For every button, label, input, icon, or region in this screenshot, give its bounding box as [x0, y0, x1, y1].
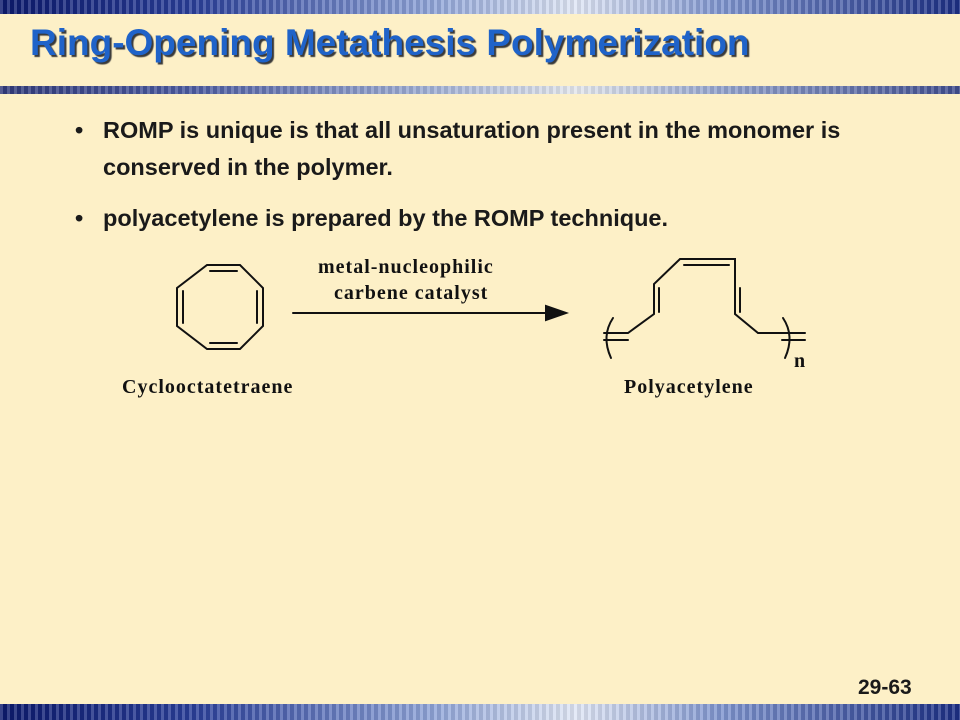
bullet-marker: • [75, 117, 84, 143]
bullet-marker: • [75, 205, 84, 231]
repeat-bracket-right [783, 318, 790, 358]
repeat-bracket-left [606, 318, 613, 358]
bottom-decorative-band [0, 704, 960, 720]
reactant-label: Cyclooctatetraene [122, 376, 294, 398]
conditions-line-1: metal-nucleophilic [318, 256, 494, 278]
cyclooctatetraene-ring [177, 265, 263, 349]
reaction-arrow-head [546, 306, 566, 320]
repeat-subscript: n [794, 350, 807, 372]
slide-title: Ring-Opening Metathesis Polymerization [30, 22, 750, 63]
bullet-text: polyacetylene is prepared by the ROMP technique. [103, 205, 669, 231]
conditions-line-2: carbene catalyst [334, 282, 489, 304]
product-label: Polyacetylene [624, 376, 754, 398]
bullet-text: ROMP is unique is that all unsaturation present in the monomer is conserved in the polymer. [103, 117, 841, 180]
ring-double-bonds [183, 271, 257, 343]
polyacetylene-chain [604, 259, 805, 340]
page-number: 29-63 [858, 676, 912, 699]
